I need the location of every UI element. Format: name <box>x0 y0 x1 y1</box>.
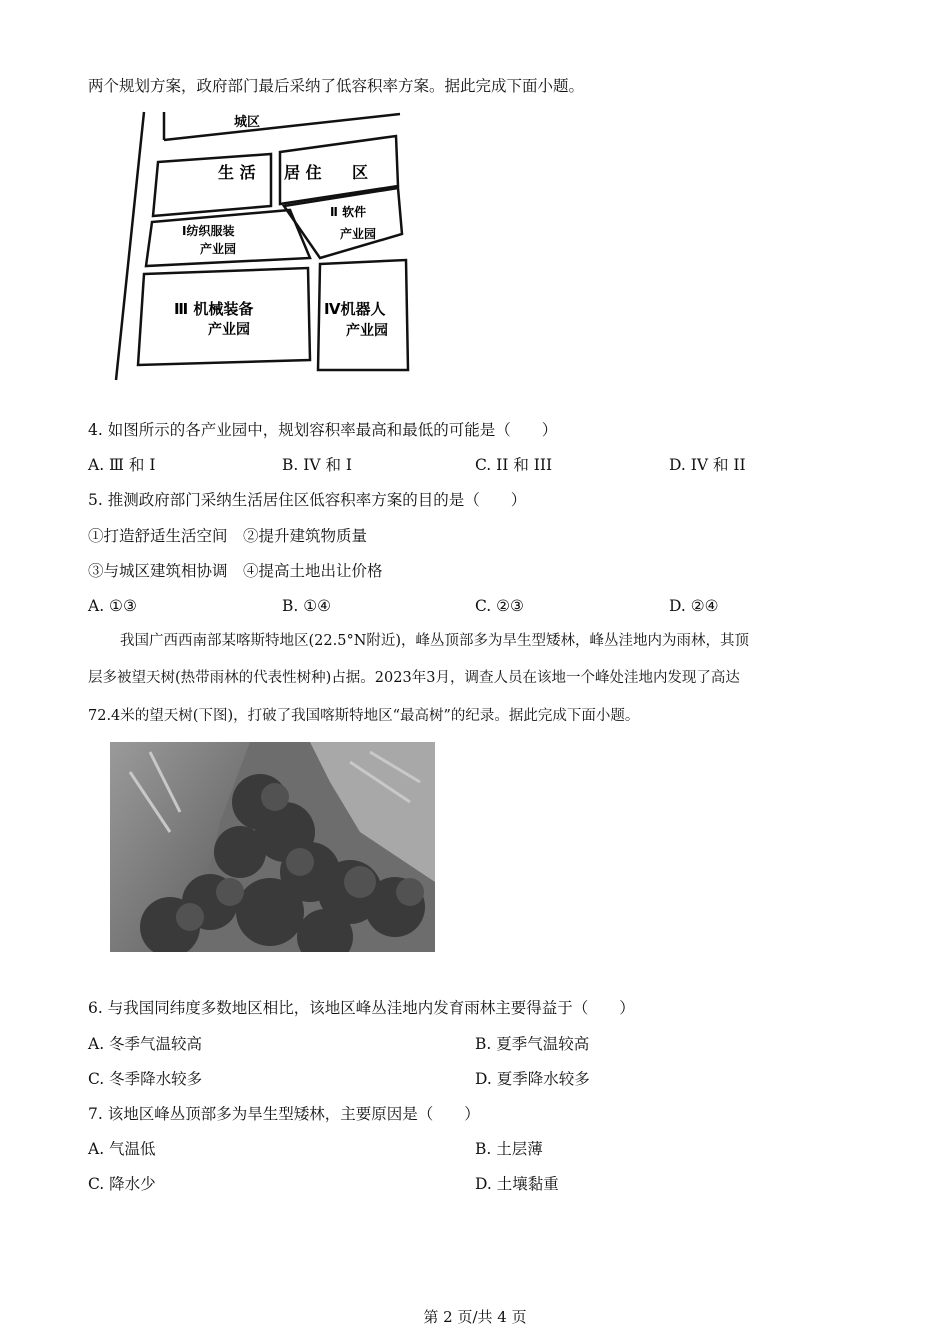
q5-stem: 5. 推测政府部门采纳生活居住区低容积率方案的目的是（ ） <box>88 491 527 509</box>
park-2 <box>284 188 402 258</box>
rainforest-photo <box>110 742 435 952</box>
q7-option-d: D. 土壤黏重 <box>475 1175 559 1193</box>
q6-option-b: B. 夏季气温较高 <box>475 1035 590 1053</box>
city-label: 城区 <box>234 115 261 130</box>
q6-option-a: A. 冬季气温较高 <box>88 1035 203 1053</box>
industrial-park-map <box>108 108 418 383</box>
q5-option-c: C. ②③ <box>475 597 524 615</box>
q5-choices-line-1: ①打造舒适生活空间 ②提升建筑物质量 <box>88 527 368 545</box>
park-2-label-a: Ⅱ 软件 <box>330 205 367 219</box>
q7-option-c: C. 降水少 <box>88 1175 156 1193</box>
q5-option-b: B. ①④ <box>282 597 332 615</box>
intro-text: 两个规划方案，政府部门最后采纳了低容积率方案。据此完成下面小题。 <box>88 77 585 95</box>
q6-stem: 6. 与我国同纬度多数地区相比，该地区峰丛洼地内发育雨林主要得益于（ ） <box>88 999 635 1017</box>
q4-stem: 4. 如图所示的各产业园中，规划容积率最高和最低的可能是（ ） <box>88 421 558 439</box>
living-label-3: 区 <box>352 163 369 182</box>
living-label-1: 生 活 <box>218 163 256 182</box>
q5-choices-line-2: ③与城区建筑相协调 ④提高土地出让价格 <box>88 562 383 580</box>
q5-option-a: A. ①③ <box>88 597 137 615</box>
material-paragraph-line-3: 72.4米的望天树(下图)，打破了我国喀斯特地区“最高树”的纪录。据此完成下面小题。 <box>88 708 640 724</box>
park-4-label-b: 产业园 <box>346 323 388 339</box>
q4-option-d: D. IV 和 II <box>669 456 746 474</box>
park-3-label-a: Ⅲ 机械装备 <box>174 300 254 318</box>
park-4-label-a: Ⅳ机器人 <box>324 300 386 318</box>
q7-option-b: B. 土层薄 <box>475 1140 543 1158</box>
q6-option-c: C. 冬季降水较多 <box>88 1070 203 1088</box>
q5-option-d: D. ②④ <box>669 597 719 615</box>
road-line-top <box>164 114 400 140</box>
park-2-label-b: 产业园 <box>340 227 377 241</box>
park-1-label-a: Ⅰ纺织服装 <box>182 224 235 238</box>
q4-option-c: C. II 和 III <box>475 456 553 474</box>
material-paragraph-line-1: 我国广西西南部某喀斯特地区(22.5°N附近)，峰丛顶部多为旱生型矮林，峰丛洼地内为雨林，其顶 <box>120 633 750 649</box>
q6-option-d: D. 夏季降水较多 <box>475 1070 590 1088</box>
material-paragraph-line-2: 层多被望天树(热带雨林的代表性树种)占据。2023年3月，调查人员在该地一个峰处洼地内发现了高达 <box>88 670 740 686</box>
q4-option-b: B. IV 和 I <box>282 456 353 474</box>
park-1-label-b: 产业园 <box>200 242 237 256</box>
living-label-2: 居 住 <box>284 163 322 182</box>
q4-option-a: A. Ⅲ 和 I <box>88 456 156 474</box>
q7-option-a: A. 气温低 <box>88 1140 156 1158</box>
park-1 <box>146 210 310 266</box>
q7-stem: 7. 该地区峰丛顶部多为旱生型矮林，主要原因是（ ） <box>88 1105 480 1123</box>
park-3-label-b: 产业园 <box>208 322 250 338</box>
page-footer: 第 2 页/共 4 页 <box>423 1308 527 1326</box>
